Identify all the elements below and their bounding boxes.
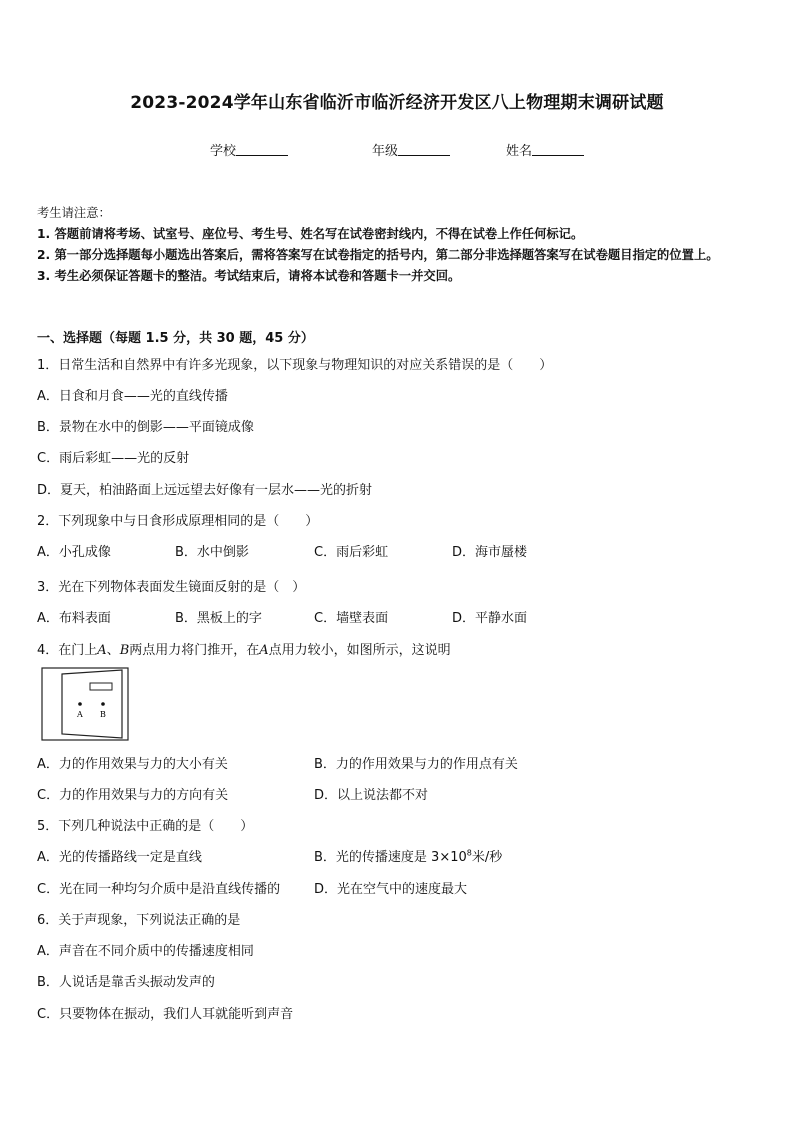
q5-option-a[interactable]: A．光的传播路线一定是直线 — [37, 850, 202, 865]
q1-option-a[interactable]: A．日食和月食——光的直线传播 — [37, 389, 228, 404]
q6-option-b[interactable]: B．人说话是靠舌头振动发声的 — [37, 975, 215, 990]
door-panel — [62, 670, 122, 738]
exam-notes — [37, 203, 759, 287]
grade-label: 年级 — [372, 144, 399, 159]
question-3-stem: 3．光在下列物体表面发生镜面反射的是（ ） — [37, 580, 306, 595]
q4-point-a: A — [259, 643, 269, 658]
page-title: 2023-2024学年山东省临沂市临沂经济开发区八上物理期末调研试题 — [130, 93, 664, 113]
q3-option-d[interactable]: D．平静水面 — [452, 611, 528, 626]
q4-stem-part: 两点用力将门推开，在 — [129, 643, 260, 658]
note-item: 1. 答题前请将考场、试室号、座位号、考生号、姓名写在试卷密封线内，不得在试卷上作任何标记。 — [37, 227, 584, 241]
q3-option-b[interactable]: B．黑板上的字 — [175, 611, 262, 626]
name-field[interactable] — [506, 140, 584, 159]
q5-option-b[interactable] — [314, 846, 502, 865]
q5-option-b-text: B．光的传播速度是 3×10 — [314, 850, 467, 865]
door-figure — [40, 666, 130, 742]
question-1-stem: 1．日常生活和自然界中有许多光现象，以下现象与物理知识的对应关系错误的是（ ） — [37, 358, 553, 373]
q5-exponent: 8 — [466, 848, 472, 858]
q2-option-c[interactable]: C．雨后彩虹 — [314, 545, 389, 560]
note-item: 2. 第一部分选择题每小题选出答案后，需将答案写在试卷指定的括号内，第二部分非选择题答案写在试卷题目指定的位置上。 — [37, 248, 719, 262]
point-b-label: B — [100, 710, 106, 719]
q4-option-c[interactable]: C．力的作用效果与力的方向有关 — [37, 788, 229, 803]
school-label: 学校 — [210, 144, 237, 159]
grade-field[interactable] — [372, 140, 450, 159]
question-5-stem: 5．下列几种说法中正确的是（ ） — [37, 819, 254, 834]
school-blank[interactable] — [236, 143, 288, 156]
q5-option-d[interactable]: D．光在空气中的速度最大 — [314, 882, 468, 897]
q4-point-a: A — [97, 643, 107, 658]
q1-option-c[interactable]: C．雨后彩虹——光的反射 — [37, 451, 190, 466]
q1-option-d[interactable]: D．夏天，柏油路面上远远望去好像有一层水——光的折射 — [37, 483, 373, 498]
school-field[interactable] — [210, 140, 288, 159]
q4-option-a[interactable]: A．力的作用效果与力的大小有关 — [37, 757, 228, 772]
q5-option-b-unit: 米/秒 — [471, 850, 503, 865]
notes-heading: 考生请注意： — [37, 206, 111, 220]
note-item: 3. 考生必须保证答题卡的整洁。考试结束后，请将本试卷和答题卡一并交回。 — [37, 269, 461, 283]
name-label: 姓名 — [506, 144, 533, 159]
point-a-dot — [78, 702, 82, 706]
name-blank[interactable] — [532, 143, 584, 156]
q4-stem-part: 点用力较小，如图所示，这说明 — [268, 643, 451, 658]
q2-option-d[interactable]: D．海市蜃楼 — [452, 545, 528, 560]
point-a-label: A — [77, 710, 83, 719]
question-2-stem: 2．下列现象中与日食形成原理相同的是（ ） — [37, 514, 319, 529]
q4-option-d[interactable]: D．以上说法都不对 — [314, 788, 429, 803]
q1-option-b[interactable]: B．景物在水中的倒影——平面镜成像 — [37, 420, 254, 435]
q5-option-c[interactable]: C．光在同一种均匀介质中是沿直线传播的 — [37, 882, 281, 897]
q2-option-b[interactable]: B．水中倒影 — [175, 545, 249, 560]
q2-option-a[interactable]: A．小孔成像 — [37, 545, 111, 560]
q6-option-c[interactable]: C．只要物体在振动，我们人耳就能听到声音 — [37, 1007, 294, 1022]
q6-option-a[interactable]: A．声音在不同介质中的传播速度相同 — [37, 944, 254, 959]
q4-point-b: B — [119, 643, 130, 658]
q4-stem-part: 、 — [106, 643, 120, 658]
q4-stem-part: 4．在门上 — [37, 643, 98, 658]
q3-option-a[interactable]: A．布料表面 — [37, 611, 111, 626]
question-4-stem — [37, 639, 451, 658]
point-b-dot — [101, 702, 105, 706]
q3-option-c[interactable]: C．墙壁表面 — [314, 611, 389, 626]
q4-option-b[interactable]: B．力的作用效果与力的作用点有关 — [314, 757, 518, 772]
section-title: 一、选择题（每题 1.5 分，共 30 题，45 分） — [37, 331, 314, 346]
question-6-stem: 6．关于声现象，下列说法正确的是 — [37, 913, 241, 928]
grade-blank[interactable] — [398, 143, 450, 156]
